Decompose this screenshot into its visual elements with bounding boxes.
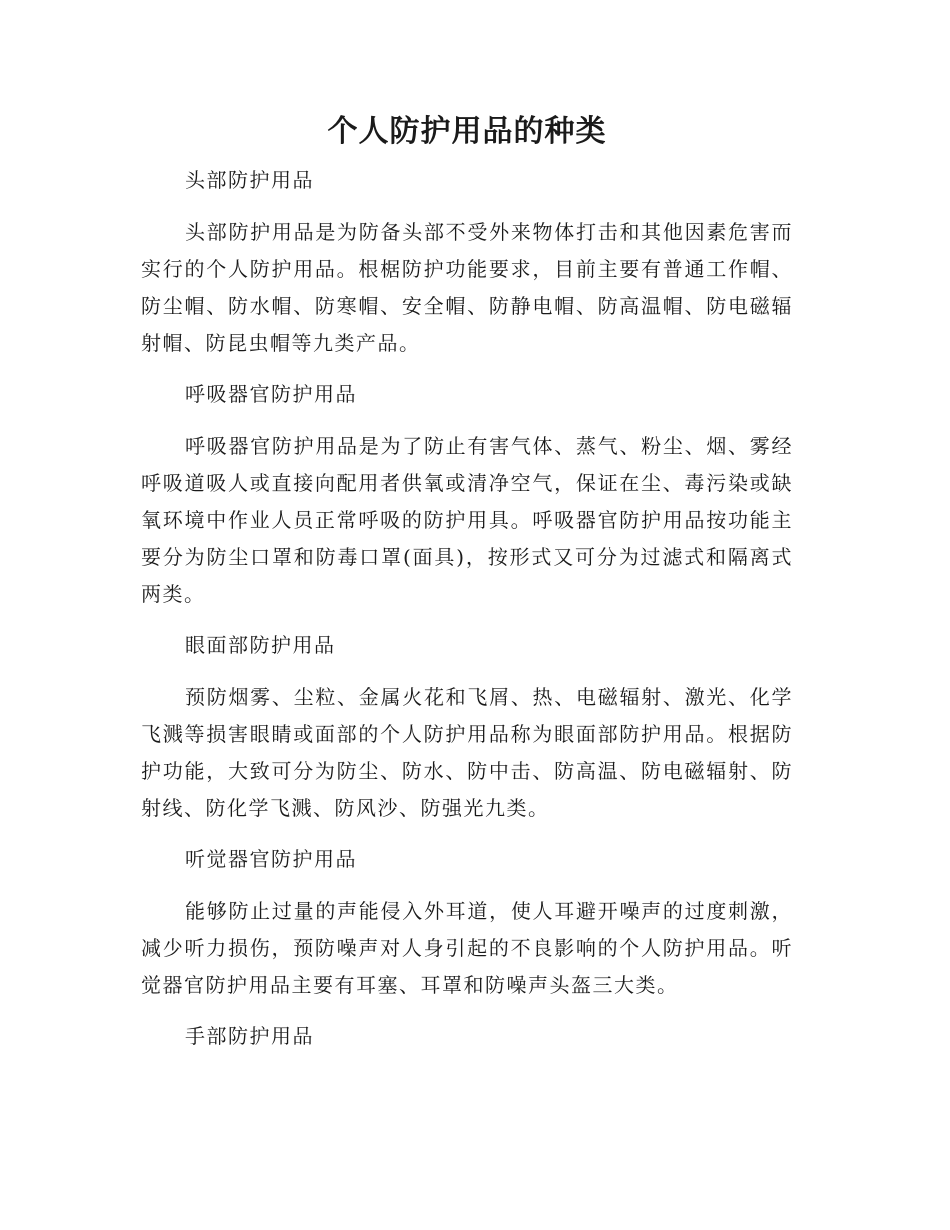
section-heading-hearing: 听觉器官防护用品 xyxy=(185,847,357,871)
section-heading-eye-face: 眼面部防护用品 xyxy=(185,633,336,657)
section-body-head: 头部防护用品是为防备头部不受外来物体打击和其他因素危害而实行的个人防护用品。根椐防护功能要求，目前主要有普通工作帽、防尘帽、防水帽、防寒帽、安全帽、防静电帽、防高温帽、防电磁辐射帽、防昆虫帽等九类产品。 xyxy=(141,220,793,355)
document-title: 个人防护用品的种类 xyxy=(327,114,607,149)
section-heading-hand: 手部防护用品 xyxy=(185,1024,314,1048)
section-body-hearing: 能够防止过量的声能侵入外耳道，使人耳避开噪声的过度刺激，减少听力损伤，预防噪声对人身引起的不良影响的个人防护用品。听觉器官防护用品主要有耳塞、耳罩和防噪声头盔三大类。 xyxy=(141,899,793,997)
section-heading-respiratory: 呼吸器官防护用品 xyxy=(185,382,357,406)
document-page xyxy=(141,0,793,1054)
section-body-respiratory: 呼吸器官防护用品是为了防止有害气体、蒸气、粉尘、烟、雾经呼吸道吸人或直接向配用者供氧或清净空气，保证在尘、毒污染或缺氧环境中作业人员正常呼吸的防护用具。呼吸器官防护用品按功能主要分为防尘口罩和防毒口罩(面具)，按形式又可分为过滤式和隔离式两类。 xyxy=(141,434,793,606)
section-heading-head: 头部防护用品 xyxy=(185,168,314,192)
section-body-eye-face: 预防烟雾、尘粒、金属火花和飞屑、热、电磁辐射、激光、化学飞溅等损害眼睛或面部的个人防护用品称为眼面部防护用品。根据防护功能，大致可分为防尘、防水、防中击、防高温、防电磁辐射、防射线、防化学飞溅、防风沙、防强光九类。 xyxy=(141,685,793,820)
